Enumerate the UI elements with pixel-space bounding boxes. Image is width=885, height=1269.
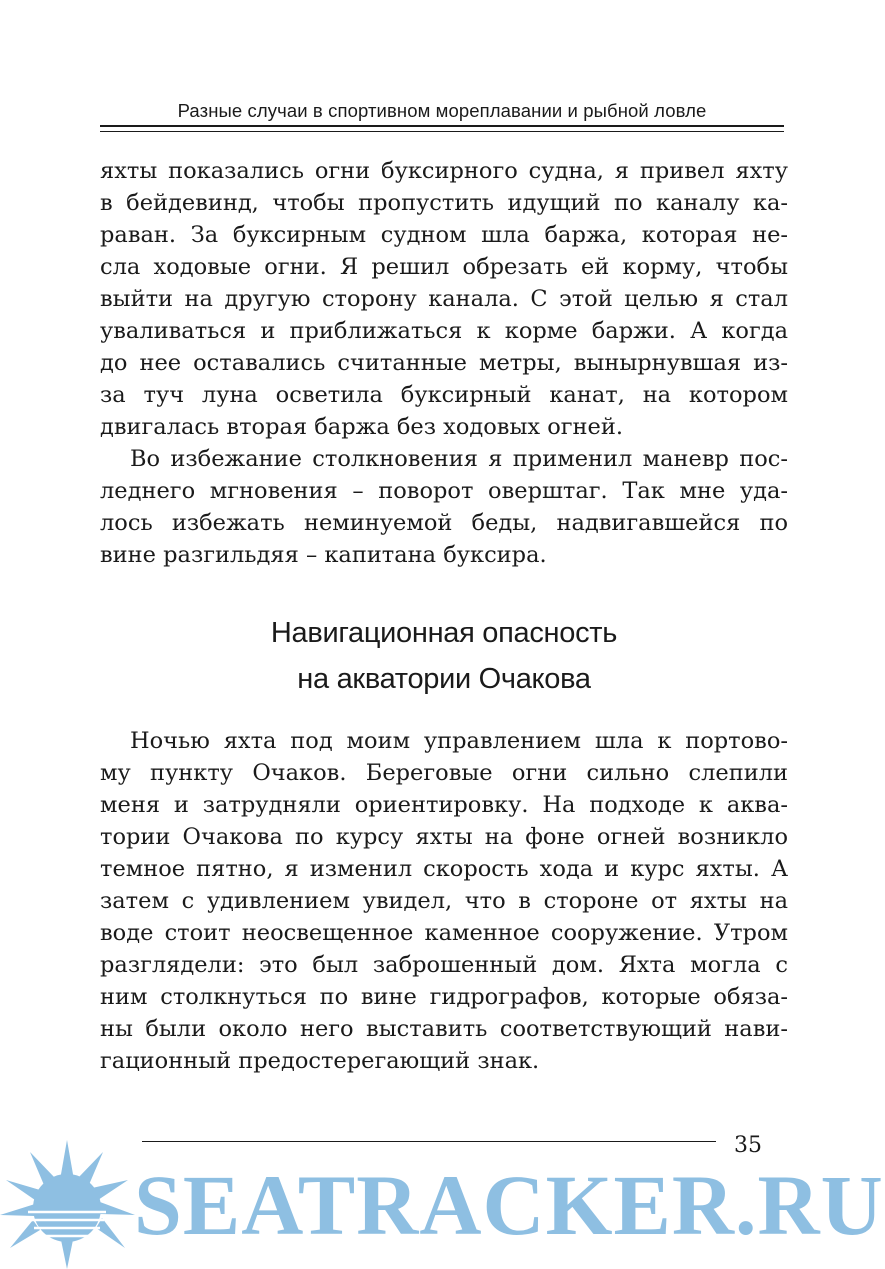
text-line: затем с удивлением увидел, что в стороне от яхты на bbox=[100, 888, 788, 914]
text-line: вине разгильдяя – капитана буксира. bbox=[100, 542, 547, 568]
text-line: меня и затрудняли ориентировку. На подходе к аква- bbox=[100, 792, 788, 818]
text-line: Ночью яхта под моим управлением шла к портово- bbox=[130, 728, 788, 754]
running-header: Разные случаи в спортивном мореплавании и рыбной ловле bbox=[177, 100, 707, 121]
text-line: до нее оставались считанные метры, вынырнувшая из- bbox=[100, 350, 788, 376]
footer-rule bbox=[142, 1141, 716, 1142]
text-line: в бейдевинд, чтобы пропустить идущий по каналу ка- bbox=[100, 190, 788, 216]
text-line: Во избежание столкновения я применил маневр пос- bbox=[130, 446, 788, 472]
watermark-text: SEATRACKER.RU bbox=[134, 1157, 884, 1253]
text-line: леднего мгновения – поворот оверштаг. Так мне уда- bbox=[100, 478, 788, 504]
header-rule-thick bbox=[100, 125, 784, 127]
paragraph-ochakov bbox=[100, 725, 788, 1077]
paragraph-maneuver bbox=[100, 443, 788, 571]
text-line: гационный предостерегающий знак. bbox=[100, 1048, 540, 1074]
text-line: выйти на другую сторону канала. С этой целью я стал bbox=[100, 286, 788, 312]
header-rule-thin bbox=[100, 131, 784, 132]
text-line: воде стоит неосвещенное каменное сооружение. Утром bbox=[100, 920, 788, 946]
text-line: раван. За буксирным судном шла баржа, которая не- bbox=[100, 222, 788, 248]
section-heading-line-2: на акватории Очакова bbox=[297, 663, 591, 695]
text-line: ны были около него выставить соответствующий нави- bbox=[100, 1016, 788, 1042]
section-heading bbox=[100, 610, 788, 702]
paragraph-continued bbox=[100, 155, 788, 443]
text-line: ним столкнуться по вине гидрографов, которые обяза- bbox=[100, 984, 788, 1010]
text-line: за туч луна осветила буксирный канат, на котором bbox=[100, 382, 788, 408]
section-heading-line-1: Навигационная опасность bbox=[270, 617, 618, 649]
text-line: му пункту Очаков. Береговые огни сильно слепили bbox=[100, 760, 788, 786]
text-line: тории Очакова по курсу яхты на фоне огней возникло bbox=[100, 824, 788, 850]
text-line: темное пятно, я изменил скорость хода и курс яхты. А bbox=[100, 856, 788, 882]
text-line: уваливаться и приближаться к корме баржи. А когда bbox=[100, 318, 788, 344]
page-number: 35 bbox=[734, 1133, 762, 1158]
text-line: лось избежать неминуемой беды, надвигавшейся по bbox=[100, 510, 788, 536]
text-line: разглядели: это был заброшенный дом. Яхта могла с bbox=[100, 952, 788, 978]
text-line: сла ходовые огни. Я решил обрезать ей корму, чтобы bbox=[100, 254, 788, 280]
text-line: двигалась вторая баржа без ходовых огней. bbox=[100, 414, 624, 440]
text-line: яхты показались огни буксирного судна, я привел яхту bbox=[100, 158, 788, 184]
sun-logo-icon bbox=[0, 1140, 135, 1269]
